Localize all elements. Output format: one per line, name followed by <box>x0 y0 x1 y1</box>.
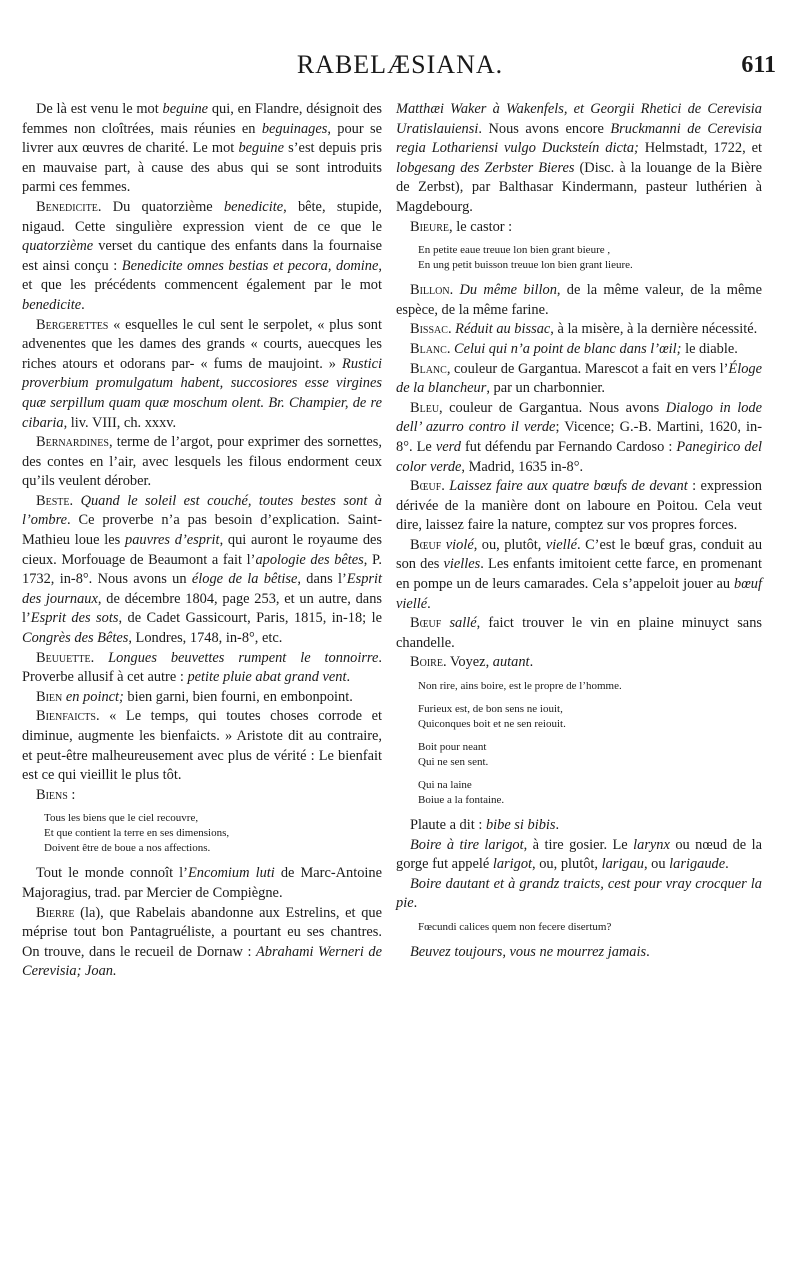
running-title: RABELÆSIANA. <box>296 50 504 79</box>
verse-line: Qui na laine <box>418 779 472 792</box>
dictionary-entry: Boire dautant et à grandz traicts, cest pour vray crocquer la pie. <box>396 875 762 912</box>
right-column <box>396 100 762 963</box>
running-header <box>24 50 776 90</box>
dictionary-entry: Beste. Quand le soleil est couché, toutes bestes sont à l’ombre. Ce proverbe n’a pas besoin d’explication. Saint-Mathieu loue les pauvres d’esprit, qui auront le royaume des cieux. Morfouage de Beaumont a fait l’apologie des bêtes, P. 1732, in-8°. Nous avons un éloge de la bêtise, dans l’Esprit des journaux, de décembre 1804, page 253, et un autre, dans l’Esprit des sots, de Cadet Gassicourt, Paris, 1815, in-18; le Congrès des Bêtes, Londres, 1748, in-8°, etc. <box>22 492 383 647</box>
dictionary-entry: Bœuf. Laissez faire aux quatre bœufs de devant : expression dérivée de la manière dont on laboure en Poitou. Cela veut dire, laissez faire la nature, comptez sur vos propres forces. <box>396 478 762 534</box>
page-number: 611 <box>741 52 776 78</box>
dictionary-entry: Bienfaicts. « Le temps, qui toutes choses corrode et diminue, augmente les bienfaicts. » Aristote dit au contraire, et peut-être malheureusement avec plus de vérité : Le bienfait est ce qui vieillit le plus tôt. <box>22 708 382 784</box>
dictionary-entry: Benedicite. Du quatorzième benedicite, bête, stupide, nigaud. Cette singulière expression vient de ce que le quatorzième verset du cantique des enfants dans la fournaise est ainsi conçu : Benedicite omnes bestias et pecora, domine, et que les précédents commencent également par le mot benedicite. <box>22 198 382 313</box>
verse-quote <box>396 920 762 935</box>
verse-line: Boit pour neant <box>418 741 487 754</box>
verse-line <box>418 694 762 702</box>
verse-quote <box>396 679 762 808</box>
dictionary-entry: Bieure, le castor : <box>410 218 513 235</box>
verse-quote <box>22 811 382 856</box>
verse-line: Et que contient la terre en ses dimensions, <box>44 827 230 840</box>
dictionary-entry: Beuuette. Longues beuvettes rumpent le tonnoirre. Proverbe allusif à cet autre : petite pluie abat grand vent. <box>22 649 382 686</box>
verse-line: Qui ne sen sent. <box>418 756 489 769</box>
verse-line: En ung petit buisson treuue lon bien grant lieure. <box>418 259 633 272</box>
dictionary-entry: Boire. Voyez, autant. <box>410 654 534 671</box>
verse-line: Non rire, ains boire, est le propre de l’homme. <box>418 680 622 693</box>
dictionary-entry: Beuvez toujours, vous ne mourrez jamais. <box>410 944 650 960</box>
verse-line: Furieux est, de bon sens ne iouit, <box>418 703 563 716</box>
dictionary-entry: Bœuf violé, ou, plutôt, viellé. C’est le bœuf gras, conduit au son des vielles. Les enfants imitoient cette farce, en promenant en pompe un de leurs camarades. Cela s’appeloit jouer au bœuf viellé. <box>396 536 763 612</box>
verse-line: En petite eaue treuue lon bien grant bieure , <box>418 244 611 257</box>
dictionary-entry: Tout le monde connoît l’Encomium luti de Marc-Antoine Majoragius, trad. par Mercier de Compiègne. <box>22 865 382 901</box>
dictionary-entry: Bernardines, terme de l’argot, pour exprimer des sornettes, des contes en l’air, avec lesquels les filous endorment ceux qu’ils veulent dérober. <box>22 434 382 490</box>
verse-line <box>418 732 762 740</box>
dictionary-entry: Bierre (la), que Rabelais abandonne aux Estrelins, et que méprise tout bon Pantagruéliste, a pourtant eu ses chantres. On trouve, dans le recueil de Dornaw : Abrahami Werneri de Cerevisia; Joan. <box>22 904 382 980</box>
dictionary-entry: Bleu, couleur de Gargantua. Nous avons Dialogo in lode dell’ azurro contro il verde; Vicence; G.-B. Martini, 1620, in-8°. Le verd fut défendu par Fernando Cardoso : Panegirico del color verde, Madrid, 1635 in-8°. <box>396 399 762 475</box>
dictionary-entry: Bœuf sallé, faict trouver le vin en plaine minuyct sans chandelle. <box>396 615 762 651</box>
dictionary-entry: Plaute a dit : bibe si bibis. <box>410 817 560 834</box>
verse-line: Quiconques boit et ne sen reiouit. <box>418 718 566 731</box>
dictionary-entry: Bergerettes « esquelles le cul sent le serpolet, « plus sont advenentes que les dames des grands « courts, auecques les riches atours et odorans par- « fums de maujoint. » Rustici proverbium promulgatum habent, succosiores esse virgines quæ serpillum quam quæ moschum olent. Br. Champier, de re cibaria, liv. VIII, ch. xxxv. <box>22 316 382 431</box>
dictionary-entry: Biens : <box>36 786 76 803</box>
verse-line: Tous les biens que le ciel recouvre, <box>44 812 199 825</box>
dictionary-entry: Bissac. Réduit au bissac, à la misère, à la dernière nécessité. <box>410 321 758 338</box>
verse-quote <box>396 243 762 273</box>
dictionary-entry: Bien en poinct; bien garni, bien fourni, en embonpoint. <box>36 688 353 705</box>
verse-line: Doivent être de boue a nos affections. <box>44 842 211 855</box>
dictionary-entry: Boire à tire larigot, à tire gosier. Le larynx ou nœud de la gorge fut appelé larigot, ou, plutôt, larigau, ou larigaude. <box>396 836 762 873</box>
verse-line: Fœcundi calices quem non fecere disertum? <box>418 921 612 933</box>
verse-line: Boiue a la fontaine. <box>418 794 505 807</box>
dictionary-entry: Billon. Du même billon, de la même valeur, de la même espèce, de la même farine. <box>396 282 762 318</box>
dictionary-entry: De là est venu le mot beguine qui, en Flandre, désignoit des femmes non cloîtrées, mais réunies en beguinages, pour se livrer aux œuvres de charité. Le mot beguine s’est depuis pris en mauvaise part, à cause des abus qui se sont introduits parmi ces femmes. <box>22 101 382 196</box>
left-column <box>22 100 382 982</box>
dictionary-entry: Blanc, couleur de Gargantua. Marescot a fait en vers l’Éloge de la blancheur, par un charbonnier. <box>396 360 762 397</box>
verse-line <box>418 770 762 778</box>
dictionary-entry: Blanc. Celui qui n’a point de blanc dans l’œil; le diable. <box>410 340 738 357</box>
dictionary-entry: Matthæi Waker à Wakenfels, et Georgii Rhetici de Cerevisia Uratislauiensi. Nous avons encore Bruckmanni de Cerevisia regia Lothariensi vulgo Ducksteín dicta; Helmstadt, 1722, et lobgesang des Zerbster Bieres (Disc. à la louange de la Bière de Zerbst), par Balthasar Kindermann, pasteur luthérien à Magdebourg. <box>396 101 762 215</box>
